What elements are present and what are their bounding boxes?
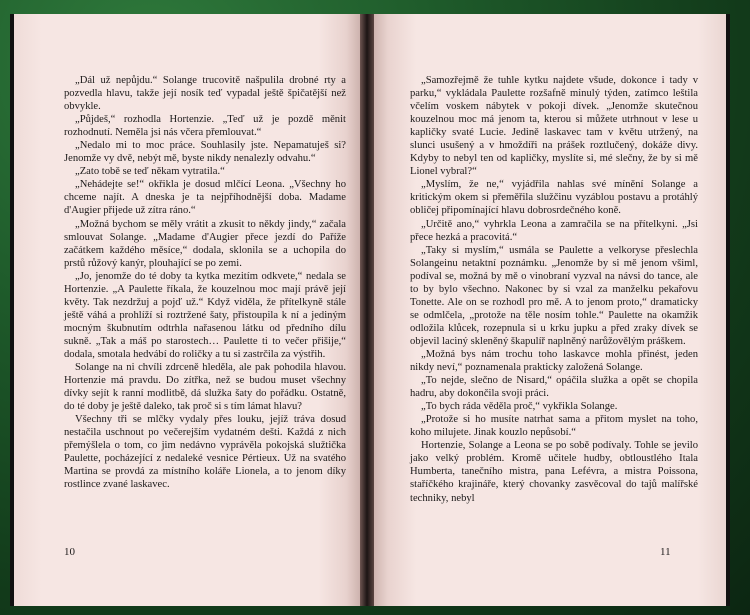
- paragraph: Solange na ni chvíli zdrceně hleděla, ale pak pohodila hlavou. Hortenzie má pravdu. Do zítřka, než se budou muset všechny dívky sejít k ranní modlitbě, dá služka šaty do pořádku. Ostatně, do té doby je ještě daleko, tak proč si s tím lámat hlavu?: [64, 362, 346, 413]
- paragraph: „Možná bychom se měly vrátit a zkusit to někdy jindy,“ začala smlouvat Solange. „Madame d'Augier přece jezdí do Paříže začátkem každého měsíce,“ dodala, sklonila se a uchopila do prstů růžový kanýr, plouhající se po zemi.: [64, 218, 346, 269]
- book-spread: [10, 14, 730, 606]
- paragraph: „Nedalo mi to moc práce. Souhlasily jste. Nepamatuješ si? Jenomže vy dvě, nebýt mě, byste nikdy nenalezly odvahu.“: [64, 140, 346, 165]
- paragraph: „Dál už nepůjdu.“ Solange trucovitě našpulila drobné rty a pozvedla hlavu, takže její nosík teď vypadal ještě špičatější než obvykle.: [64, 75, 346, 113]
- paragraph: „Protože si ho musíte natrhat sama a přitom myslet na toho, koho milujete. Jinak kouzlo nepůsobí.“: [410, 414, 698, 439]
- left-page: [14, 14, 360, 606]
- paragraph: „Taky si myslím,“ usmála se Paulette a velkoryse přeslechla Solangeinu netaktní poznámku. „Jenomže by si mě jenom všiml, podíval se, možná by mě o vinobraní vyzval na návsi do tance, ale to by bylo všechno. Nakonec by si vzal za manželku pekařovu Tonette. Ale on se rozhodl pro mě. A to jenom proto,“ dramaticky se odmlčela, „protože na těle nosím tohle.“ Paulette na okamžik odložila klůcek, rozepnula si u krku jupku a před zraky dívek se objevil laciný skleněný škapulíř naplněný narůžovělým práškem.: [410, 244, 698, 347]
- paragraph: „Myslím, že ne,“ vyjádřila nahlas své mínění Solange a kritickým okem si přeměřila služčinu vyzáblou postavu a protáhlý obličej připomínající hlavu dobrosrdečného koně.: [410, 179, 698, 217]
- paragraph: „To nejde, slečno de Nisard,“ opáčila služka a opět se chopila hadru, aby dokončila svoji práci.: [410, 375, 698, 400]
- right-page: [374, 14, 726, 606]
- paragraph: Hortenzie, Solange a Leona se po sobě podívaly. Tohle se jevilo jako velký problém. Kromě učitele hudby, obtloustlého Itala Humberta, tanečního mistra, pana Lefévra, a mistra Poissona, staříčkého krajináře, který chovanky zasvěcoval do tajů malířské techniky, nebyl: [410, 440, 698, 504]
- paragraph: „Určitě ano,“ vyhrkla Leona a zamračila se na přítelkyni. „Jsi přece hezká a pracovitá.“: [410, 218, 698, 243]
- paragraph: Všechny tři se mlčky vydaly přes louku, jejíž tráva dosud nestačila uschnout po večerejším vydatném dešti. Každá z nich přemýšlela o tom, co jim nedávno vyprávěla pokojská služtička Paulette, pocházející z nedaleké vesnice Pértieux. Už na svatého Martina se provdá za místního koláře Lionela, a to jenom díky rostlince zvané laskavec.: [64, 414, 346, 491]
- paragraph: „Nehádejte se!“ okřikla je dosud mlčící Leona. „Všechny ho chceme najít. A dneska je ta nejpříhodnější doba. Madame d'Augier přijede už zítra ráno.“: [64, 179, 346, 217]
- paragraph: „Samozřejmě že tuhle kytku najdete všude, dokonce i tady v parku,“ vykládala Paulette rozšafně minulý týden, zatímco leštila včelím voskem nábytek v pokoji dívek. „Jenomže skutečnou kouzelnou moc má jenom ta, kterou si můžete utrhnout v lese u kapličky svaté Lucie. Jedině laskavec tam v květu utržený, na slunci usušený a v hmoždíři na prášek roztlučený, dokáže divy. Kdyby to nebyl ten od kapličky, myslíte si, mé slečny, že by si mě Lionel vybral?“: [410, 75, 698, 178]
- book-gutter: [360, 14, 374, 606]
- right-page-text: [410, 74, 698, 505]
- page-number: 10: [64, 546, 75, 558]
- left-page-text: [64, 74, 346, 492]
- paragraph: „Jo, jenomže do té doby ta kytka mezitím odkvete,“ nedala se Hortenzie. „A Paulette říkala, že kouzelnou moc mají právě její květy. Tak nezdržuj a pojď už.“ Když viděla, že přítelkyně stále ještě váhá a prohlíží si roztržené šaty, přistoupila k ní a jediným mocným škubnutím odtrhla nařasenou látku od předního dílu sukně. „Tak a máš po starostech… Paulette ti to večer přišije,“ dodala, smotala hedvábí do roličky a tu si zastrčila za výstřih.: [64, 270, 346, 360]
- paragraph: „Možná bys nám trochu toho laskavce mohla přinést, jeden nikdy neví,“ poznamenala prakticky založená Solange.: [410, 348, 698, 374]
- paragraph: „To bych ráda věděla proč,“ vykřikla Solange.: [421, 401, 618, 413]
- paragraph: „Zato tobě se teď někam vytratila.“: [75, 166, 225, 178]
- paragraph: „Půjdeš,“ rozhodla Hortenzie. „Teď už je pozdě měnit rozhodnutí. Neměla jsi nás včera přemlouvat.“: [64, 114, 346, 139]
- page-number: 11: [660, 546, 671, 558]
